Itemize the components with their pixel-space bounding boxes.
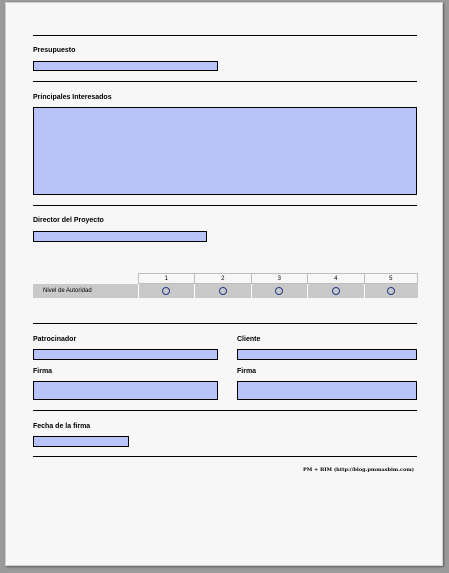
divider [33,410,417,411]
client-signature-label: Firma [237,368,257,375]
authority-radio-3[interactable] [275,287,283,295]
divider [33,456,417,457]
client-signature-field[interactable] [237,381,417,400]
authority-radio-1[interactable] [162,287,170,295]
divider [33,205,417,206]
stakeholders-label: Principales Interesados [33,94,112,101]
director-field[interactable] [33,231,207,242]
level-header: 2 [195,274,252,284]
authority-radio-5[interactable] [387,287,395,295]
level-header: 1 [138,274,195,284]
level-header: 3 [251,274,308,284]
form-page [5,2,443,566]
footer-credit: PM + BIM (http://blog.pmmasbim.com) [303,467,414,473]
level-header: 4 [308,274,365,284]
divider [33,35,417,36]
authority-radio-4[interactable] [332,287,340,295]
sponsor-signature-label: Firma [33,368,53,375]
sponsor-label: Patrocinador [33,336,77,343]
authority-level-table [33,273,418,298]
divider [33,81,417,82]
stakeholders-field[interactable] [33,107,417,195]
client-label: Cliente [237,336,261,343]
authority-radio-2[interactable] [219,287,227,295]
sponsor-signature-field[interactable] [33,381,218,400]
signature-date-field[interactable] [33,436,129,447]
divider [33,323,417,324]
director-label: Director del Proyecto [33,217,104,224]
budget-label: Presupuesto [33,47,76,54]
level-header: 5 [364,274,417,284]
signature-date-label: Fecha de la firma [33,423,91,430]
client-field[interactable] [237,349,417,360]
budget-field[interactable] [33,61,218,71]
sponsor-field[interactable] [33,349,218,360]
authority-row-label: Nivel de Autoridad [33,284,138,298]
